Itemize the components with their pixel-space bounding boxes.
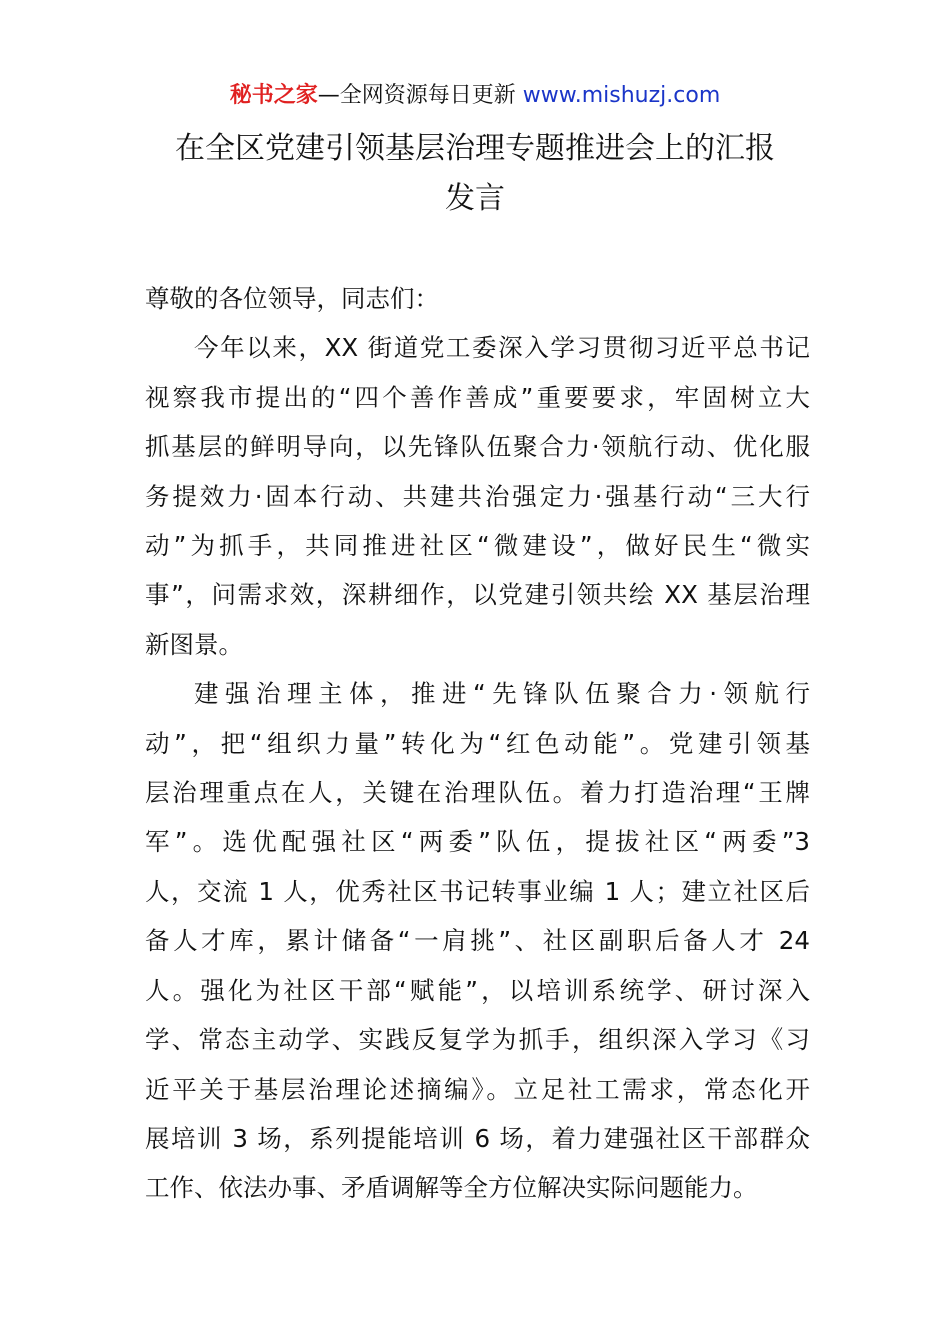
- paragraph-line: 军”。选优配强社区“两委”队伍，提拔社区“两委”3: [145, 827, 810, 857]
- paragraph-intro: [145, 323, 810, 669]
- site-header: [0, 80, 950, 112]
- paragraph-line: 备人才库，累计储备“一肩挑”、社区副职后备人才 24: [145, 926, 810, 956]
- paragraph-line: 视察我市提出的“四个善作善成”重要要求，牢固树立大: [145, 382, 810, 412]
- site-tagline: —全网资源每日更新: [317, 83, 523, 108]
- document-title-line: 发言: [445, 181, 505, 216]
- paragraph-line: 今年以来，XX 街道党工委深入学习贯彻习近平总书记: [194, 333, 810, 363]
- paragraph-line: 展培训 3 场，系列提能培训 6 场，着力建强社区干部群众: [145, 1123, 810, 1153]
- paragraph-line: 人。强化为社区干部“赋能”，以培训系统学、研讨深入: [145, 975, 810, 1005]
- paragraph-line: 抓基层的鲜明导向，以先锋队伍聚合力·领航行动、优化服: [145, 432, 810, 462]
- paragraph-line: 新图景。: [145, 629, 243, 659]
- paragraph-line: 建强治理主体，推进“先锋队伍聚合力·领航行: [194, 679, 810, 709]
- document-title: [140, 124, 810, 224]
- paragraph-line: 事”，问需求效，深耕细作，以党建引领共绘 XX 基层治理: [145, 580, 810, 610]
- paragraph-line: 学、常态主动学、实践反复学为抓手，组织深入学习《习: [145, 1025, 810, 1055]
- paragraph-line: 人，交流 1 人，优秀社区书记转事业编 1 人；建立社区后: [145, 876, 810, 906]
- salutation: [145, 274, 810, 323]
- paragraph-line: 近平关于基层治理论述摘编》。立足社工需求，常态化开: [145, 1074, 810, 1104]
- paragraph-line: 工作、依法办事、矛盾调解等全方位解决实际问题能力。: [145, 1173, 758, 1203]
- site-brand: 秘书之家: [229, 83, 318, 108]
- document-body: [145, 274, 810, 1213]
- paragraph-line: 动”，把“组织力量”转化为“红色动能”。党建引领基: [145, 728, 810, 758]
- paragraph-line: 务提效力·固本行动、共建共治强定力·强基行动“三大行: [145, 481, 810, 511]
- site-url-link[interactable]: www.mishuzj.com: [522, 83, 721, 108]
- paragraph-line: 层治理重点在人，关键在治理队伍。着力打造治理“王牌: [145, 778, 810, 808]
- paragraph-governance: [145, 669, 810, 1212]
- salutation-text: 尊敬的各位领导，同志们：: [145, 284, 439, 313]
- document-title-line: 在全区党建引领基层治理专题推进会上的汇报: [175, 131, 775, 166]
- paragraph-line: 动”为抓手，共同推进社区“微建设”，做好民生“微实: [145, 531, 810, 561]
